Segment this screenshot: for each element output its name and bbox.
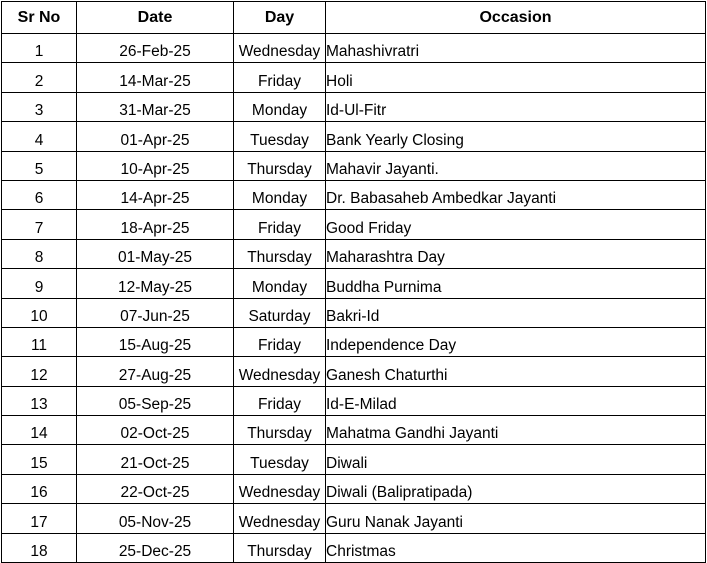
cell-date: 18-Apr-25 — [77, 210, 234, 239]
cell-day: Monday — [234, 269, 326, 298]
header-date: Date — [77, 2, 234, 34]
cell-sr-no: 2 — [2, 63, 77, 92]
cell-sr-no: 18 — [2, 533, 77, 562]
cell-occasion: Holi — [326, 63, 706, 92]
cell-occasion: Id-Ul-Fitr — [326, 92, 706, 121]
cell-date: 27-Aug-25 — [77, 357, 234, 386]
cell-sr-no: 11 — [2, 327, 77, 356]
cell-date: 05-Nov-25 — [77, 504, 234, 533]
cell-day: Thursday — [234, 416, 326, 445]
cell-day: Thursday — [234, 533, 326, 562]
cell-sr-no: 12 — [2, 357, 77, 386]
cell-sr-no: 14 — [2, 416, 77, 445]
cell-day: Wednesday — [234, 504, 326, 533]
cell-sr-no: 8 — [2, 239, 77, 268]
table-row — [2, 122, 706, 151]
cell-sr-no: 5 — [2, 151, 77, 180]
table-body — [2, 34, 706, 563]
header-day: Day — [234, 2, 326, 34]
cell-occasion: Bank Yearly Closing — [326, 122, 706, 151]
cell-date: 01-Apr-25 — [77, 122, 234, 151]
cell-occasion: Diwali (Balipratipada) — [326, 474, 706, 503]
cell-occasion: Mahashivratri — [326, 34, 706, 63]
cell-occasion: Dr. Babasaheb Ambedkar Jayanti — [326, 180, 706, 209]
cell-occasion: Christmas — [326, 533, 706, 562]
table-header — [2, 2, 706, 34]
cell-day: Monday — [234, 92, 326, 121]
table-row — [2, 92, 706, 121]
cell-sr-no: 9 — [2, 269, 77, 298]
cell-day: Friday — [234, 386, 326, 415]
table-row — [2, 239, 706, 268]
cell-date: 25-Dec-25 — [77, 533, 234, 562]
cell-occasion: Ganesh Chaturthi — [326, 357, 706, 386]
cell-sr-no: 15 — [2, 445, 77, 474]
cell-sr-no: 4 — [2, 122, 77, 151]
cell-date: 05-Sep-25 — [77, 386, 234, 415]
table-row — [2, 533, 706, 562]
cell-sr-no: 6 — [2, 180, 77, 209]
cell-sr-no: 7 — [2, 210, 77, 239]
table-row — [2, 151, 706, 180]
cell-sr-no: 3 — [2, 92, 77, 121]
table-row — [2, 416, 706, 445]
cell-occasion: Buddha Purnima — [326, 269, 706, 298]
cell-occasion: Diwali — [326, 445, 706, 474]
cell-date: 10-Apr-25 — [77, 151, 234, 180]
cell-occasion: Good Friday — [326, 210, 706, 239]
table-row — [2, 327, 706, 356]
cell-date: 12-May-25 — [77, 269, 234, 298]
table-row — [2, 298, 706, 327]
table-row — [2, 504, 706, 533]
cell-sr-no: 17 — [2, 504, 77, 533]
cell-sr-no: 13 — [2, 386, 77, 415]
cell-day: Thursday — [234, 151, 326, 180]
cell-date: 26-Feb-25 — [77, 34, 234, 63]
header-sr-no: Sr No — [2, 2, 77, 34]
header-occasion: Occasion — [326, 2, 706, 34]
table-row — [2, 357, 706, 386]
cell-date: 22-Oct-25 — [77, 474, 234, 503]
cell-sr-no: 16 — [2, 474, 77, 503]
cell-date: 01-May-25 — [77, 239, 234, 268]
table-row — [2, 180, 706, 209]
table-row — [2, 445, 706, 474]
cell-occasion: Mahavir Jayanti. — [326, 151, 706, 180]
header-row — [2, 2, 706, 34]
cell-date: 14-Apr-25 — [77, 180, 234, 209]
cell-sr-no: 1 — [2, 34, 77, 63]
table-row — [2, 474, 706, 503]
table-row — [2, 34, 706, 63]
cell-day: Tuesday — [234, 122, 326, 151]
cell-day: Saturday — [234, 298, 326, 327]
cell-day: Wednesday — [234, 34, 326, 63]
cell-day: Wednesday — [234, 357, 326, 386]
cell-occasion: Maharashtra Day — [326, 239, 706, 268]
cell-date: 31-Mar-25 — [77, 92, 234, 121]
cell-date: 15-Aug-25 — [77, 327, 234, 356]
cell-day: Friday — [234, 327, 326, 356]
cell-occasion: Independence Day — [326, 327, 706, 356]
cell-occasion: Bakri-Id — [326, 298, 706, 327]
cell-date: 21-Oct-25 — [77, 445, 234, 474]
table-row — [2, 386, 706, 415]
cell-occasion: Guru Nanak Jayanti — [326, 504, 706, 533]
table-row — [2, 63, 706, 92]
cell-date: 07-Jun-25 — [77, 298, 234, 327]
table-row — [2, 210, 706, 239]
cell-date: 02-Oct-25 — [77, 416, 234, 445]
cell-day: Friday — [234, 210, 326, 239]
cell-date: 14-Mar-25 — [77, 63, 234, 92]
cell-day: Tuesday — [234, 445, 326, 474]
holiday-table — [1, 1, 706, 563]
cell-day: Thursday — [234, 239, 326, 268]
cell-sr-no: 10 — [2, 298, 77, 327]
cell-day: Wednesday — [234, 474, 326, 503]
cell-day: Friday — [234, 63, 326, 92]
cell-occasion: Mahatma Gandhi Jayanti — [326, 416, 706, 445]
cell-day: Monday — [234, 180, 326, 209]
table-row — [2, 269, 706, 298]
cell-occasion: Id-E-Milad — [326, 386, 706, 415]
